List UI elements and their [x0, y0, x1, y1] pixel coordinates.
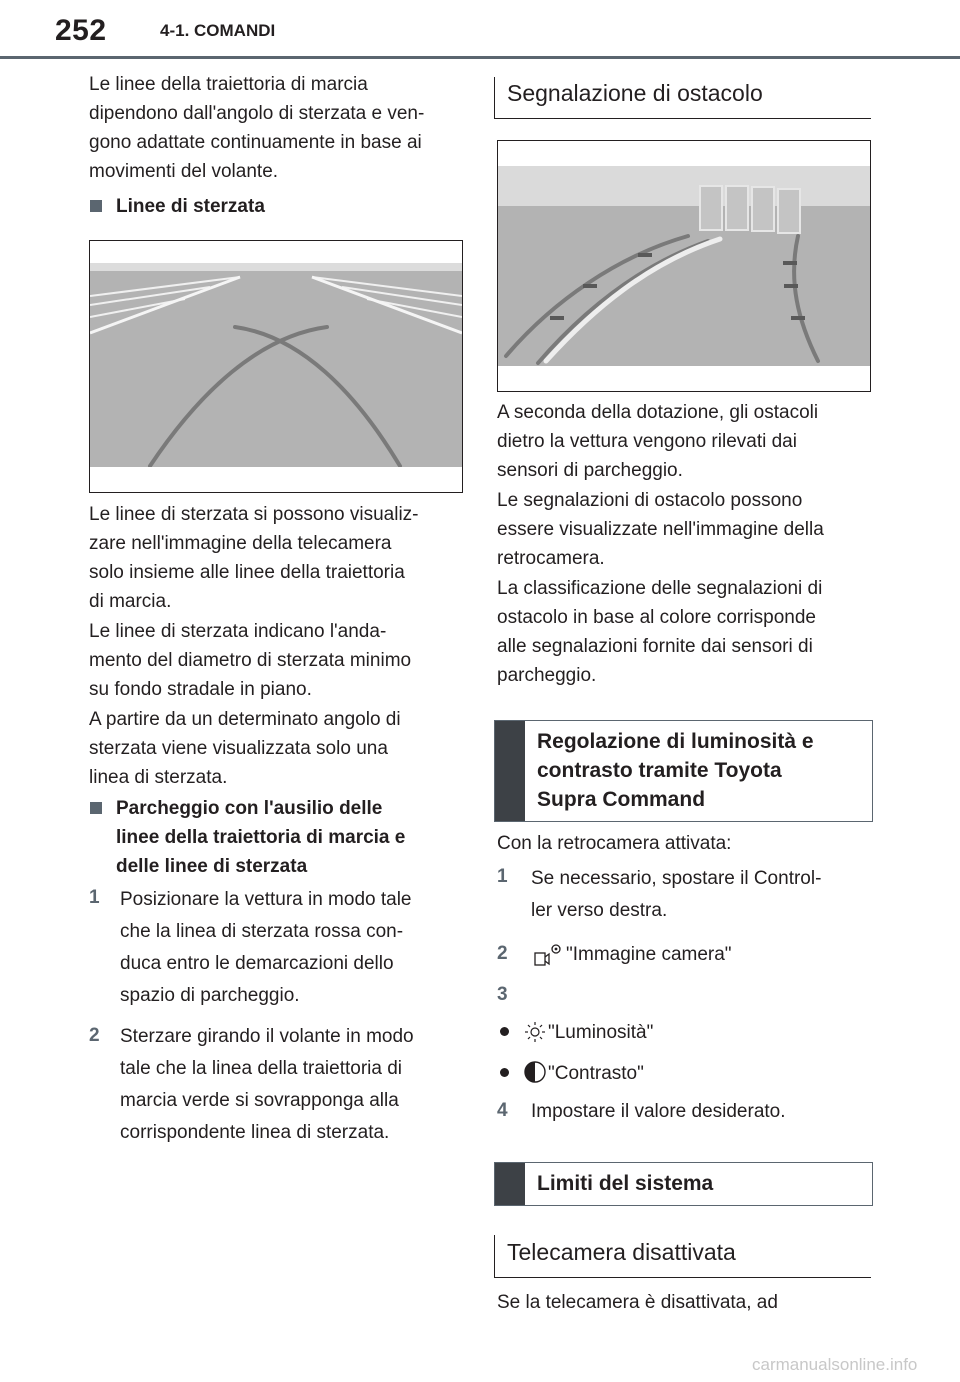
step-1-text [120, 884, 412, 1012]
box-heading-label [537, 727, 864, 814]
text-line: retrocamera. [497, 548, 605, 569]
heading-linee-sterzata: Linee di sterzata [116, 196, 265, 217]
text-line: A seconda della dotazione, gli ostacoli [497, 402, 819, 423]
text-line: Posizionare la vettura in modo tale [120, 889, 412, 910]
heading-line: linee della traiettoria di marcia e [116, 827, 406, 848]
bullet-contrasto: "Contrasto" [548, 1063, 644, 1084]
step-number: 1 [89, 887, 100, 908]
subhead-underline [494, 1277, 871, 1278]
text-line: Le linee di sterzata si possono visualiz- [89, 504, 419, 525]
subhead-underline [494, 118, 871, 119]
watermark: carmanualsonline.info [752, 1355, 918, 1374]
text-line: Sterzare girando il volante in modo [120, 1026, 414, 1047]
text-line: che la linea di sterzata rossa con- [120, 921, 404, 942]
box-heading-bar [495, 1163, 525, 1205]
intro-line: movimenti del volante. [89, 161, 279, 182]
text-line: sterzata viene visualizzata solo una [89, 738, 388, 759]
step-2-text [120, 1021, 414, 1149]
paragraph-obstacle-2 [497, 486, 824, 573]
paragraph-obstacle-3 [497, 574, 822, 690]
intro-line: gono adattate continuamente in base ai [89, 132, 422, 153]
text-line: Se necessario, spostare il Control- [531, 868, 822, 889]
last-paragraph: Se la telecamera è disattivata, ad [497, 1292, 778, 1313]
step-2-label: "Immagine camera" [566, 944, 732, 965]
box-heading-bar [495, 721, 525, 821]
text-line: Le linee di sterzata indicano l'anda- [89, 621, 387, 642]
step-4-text: Impostare il valore desiderato. [531, 1101, 786, 1122]
step-number: 3 [497, 984, 508, 1005]
step-number: 1 [497, 866, 508, 887]
paragraph-steering-2 [89, 617, 411, 704]
text-line: ostacolo in base al colore corrisponde [497, 607, 816, 628]
subhead-rule [494, 77, 495, 119]
text-line: sensori di parcheggio. [497, 460, 683, 481]
page-number: 252 [55, 14, 107, 47]
step-number: 4 [497, 1100, 508, 1121]
box-heading-limiti [494, 1162, 873, 1206]
heading-line: Parcheggio con l'ausilio delle [116, 798, 383, 819]
paragraph-obstacle-1 [497, 398, 818, 485]
heading-square-icon [90, 802, 102, 814]
right-step-1-text [531, 863, 821, 927]
text-line: alle segnalazioni fornite dai sensori di [497, 636, 813, 657]
text-line: solo insieme alle linee della traiettoria [89, 562, 405, 583]
text-line: mento del diametro di sterzata minimo [89, 650, 412, 671]
intro-line: dipendono dall'angolo di sterzata e ven- [89, 103, 425, 124]
box-heading-line: Regolazione di luminosità e [537, 730, 814, 753]
intro-paragraph [89, 70, 424, 186]
subhead-rule [494, 1235, 495, 1278]
text-line: dietro la vettura vengono rilevati dai [497, 431, 797, 452]
text-line: marcia verde si sovrapponga alla [120, 1090, 399, 1111]
text-line: A partire da un determinato angolo di [89, 709, 401, 730]
box-heading-label: Limiti del sistema [537, 1172, 714, 1195]
bullet-luminosita: "Luminosità" [548, 1022, 654, 1043]
subhead-segnalazione: Segnalazione di ostacolo [507, 80, 763, 106]
obstacle-warning-image [497, 140, 871, 392]
paragraph-steering-1 [89, 500, 419, 616]
subhead-telecamera-disattivata: Telecamera disattivata [507, 1239, 736, 1265]
text-line: ler verso destra. [531, 900, 668, 921]
section-title: 4-1. COMANDI [160, 21, 276, 40]
text-line: linea di sterzata. [89, 767, 228, 788]
text-line: La classificazione delle segnalazioni di [497, 578, 823, 599]
contrast-icon [523, 1060, 547, 1089]
text-line: su fondo stradale in piano. [89, 679, 312, 700]
text-line: duca entro le demarcazioni dello [120, 953, 394, 974]
brightness-icon [523, 1020, 547, 1049]
box-heading-luminosita [494, 720, 873, 822]
text-line: di marcia. [89, 591, 172, 612]
text-line: spazio di parcheggio. [120, 985, 300, 1006]
bullet-dot [500, 1068, 509, 1077]
heading-square-icon [90, 200, 102, 212]
heading-parcheggio [116, 794, 405, 881]
text-line: tale che la linea della traiettoria di [120, 1058, 403, 1079]
paragraph-steering-3 [89, 705, 401, 792]
text-line: Le segnalazioni di ostacolo possono [497, 490, 803, 511]
heading-line: delle linee di sterzata [116, 856, 308, 877]
steering-lines-image [89, 240, 463, 493]
camera-settings-icon [533, 941, 565, 974]
intro-line: Le linee della traiettoria di marcia [89, 74, 368, 95]
bullet-dot [500, 1027, 509, 1036]
text-line: corrispondente linea di sterzata. [120, 1122, 390, 1143]
text-line: parcheggio. [497, 665, 597, 686]
step-number: 2 [497, 943, 508, 964]
text-line: zare nell'immagine della telecamera [89, 533, 392, 554]
box-heading-line: Supra Command [537, 788, 706, 811]
box-heading-line: contrasto tramite Toyota [537, 759, 782, 782]
header-rule [0, 56, 960, 59]
step-number: 2 [89, 1025, 100, 1046]
camera-active-text: Con la retrocamera attivata: [497, 833, 732, 854]
text-line: essere visualizzate nell'immagine della [497, 519, 824, 540]
